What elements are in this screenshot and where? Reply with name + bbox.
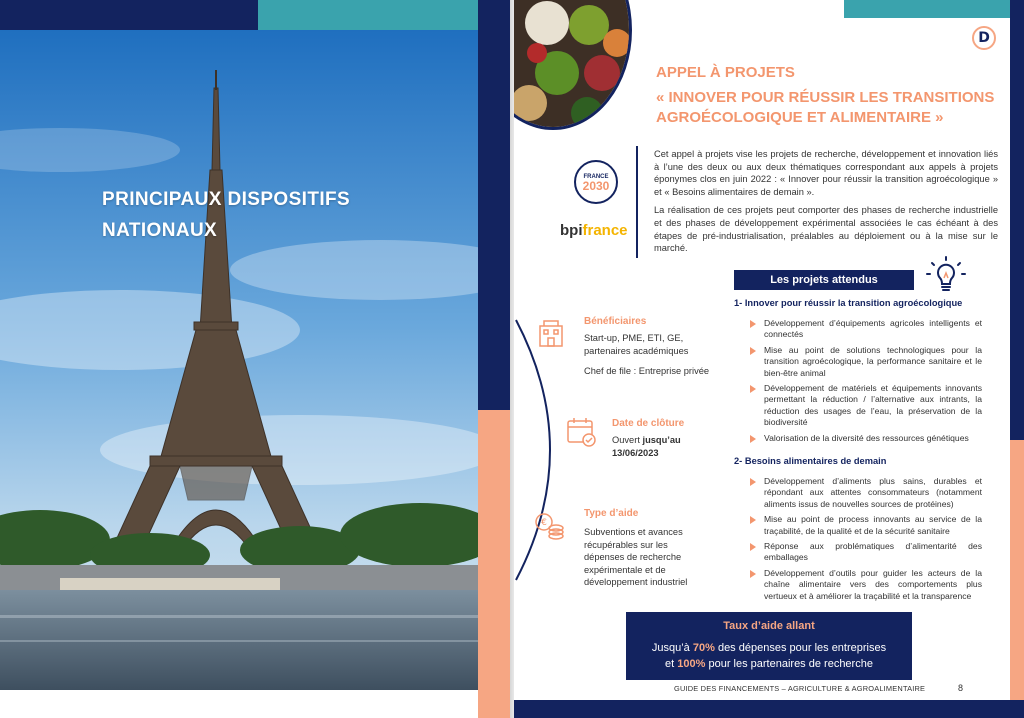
list-item: Valorisation de la diversité des ressources génétiques bbox=[750, 433, 982, 444]
date-cloture-label: Date de clôture bbox=[612, 418, 685, 429]
bpifrance-logo-part1: bpi bbox=[560, 222, 583, 239]
beneficiaires-line-1: Start-up, PME, ETI, GE, bbox=[584, 333, 684, 343]
date-cloture-until: jusqu’au bbox=[642, 435, 681, 445]
date-cloture-line-1 bbox=[612, 434, 742, 447]
section-2-list bbox=[750, 476, 982, 606]
salmon-right-band bbox=[478, 410, 512, 718]
vegetables-photo bbox=[514, 0, 632, 130]
navy-right-band bbox=[1010, 0, 1024, 440]
date-cloture-text bbox=[612, 434, 742, 459]
taux-aide-line-2 bbox=[626, 658, 912, 670]
lightbulb-icon bbox=[926, 256, 966, 296]
svg-text:€: € bbox=[541, 518, 547, 528]
beneficiaires-line-2: partenaires académiques bbox=[584, 345, 689, 356]
taux-aide-title: Taux d’aide allant bbox=[723, 620, 815, 632]
france-2030-logo bbox=[574, 160, 618, 204]
navy-right-band bbox=[478, 0, 512, 440]
aap-title-line-2: AGROÉCOLOGIQUE ET ALIMENTAIRE » bbox=[656, 109, 944, 126]
type-aide-text: Subventions et avances récupérables sur les dépenses de recherche expérimentale et de développement industriel bbox=[584, 527, 688, 588]
taux-text: et bbox=[665, 658, 678, 670]
list-item: Réponse aux problématiques d’alimentarité des emballages bbox=[750, 541, 982, 564]
left-page-title bbox=[102, 184, 422, 246]
list-item: Développement d’outils pour guider les acteurs de la chaîne alimentaire vers des comportements plus vertueux et à améliorer la traçabilité et la transparence bbox=[750, 568, 982, 602]
right-page bbox=[514, 0, 1024, 718]
taux-text: pour les partenaires de recherche bbox=[705, 658, 873, 670]
teal-top-band bbox=[844, 0, 1024, 18]
calendar-icon bbox=[564, 414, 598, 448]
list-item: Développement d’équipements agricoles intelligents et connectés bbox=[750, 318, 982, 341]
bpifrance-logo-part2: france bbox=[582, 222, 628, 239]
intro-paragraph-2: La réalisation de ces projets peut comporter des phases de recherche industrielle et des phases de développement expérimental associées le cas échéant à des étapes de pré-industrialisation, préalables au déploiement ou à la mise sur le marché. bbox=[654, 205, 998, 254]
section-1-title: 1- Innover pour réussir la transition agroécologique bbox=[734, 298, 963, 308]
bpifrance-logo bbox=[560, 222, 628, 239]
date-cloture-open: Ouvert bbox=[612, 435, 643, 445]
taux-aide-box bbox=[626, 612, 912, 680]
taux-text: des dépenses pour les entreprises bbox=[714, 642, 887, 654]
page-footer: GUIDE DES FINANCEMENTS – AGRICULTURE & AGROALIMENTAIRE bbox=[674, 684, 926, 693]
list-item: Mise au point de process innovants au service de la traçabilité, de la qualité et de la sécurité sanitaire bbox=[750, 514, 982, 537]
taux-highlight: 70% bbox=[692, 642, 715, 654]
france-2030-logo-top: FRANCE bbox=[583, 174, 609, 180]
intro-divider bbox=[636, 146, 638, 258]
title-line-2: NATIONAUX bbox=[102, 220, 218, 241]
title-line-1: PRINCIPAUX DISPOSITIFS bbox=[102, 189, 351, 210]
aap-kicker: APPEL À PROJETS bbox=[656, 64, 795, 81]
beneficiaires-text bbox=[584, 332, 714, 378]
eiffel-tower-photo bbox=[0, 30, 478, 690]
taux-aide-line-1 bbox=[626, 642, 912, 654]
projets-attendus-banner: Les projets attendus bbox=[734, 270, 914, 290]
section-1-list bbox=[750, 318, 982, 448]
date-cloture-date: 13/06/2023 bbox=[612, 447, 659, 458]
intro-text bbox=[654, 148, 998, 255]
beneficiaires-label: Bénéficiaires bbox=[584, 316, 647, 327]
teal-top-band bbox=[258, 0, 512, 34]
taux-highlight: 100% bbox=[677, 658, 706, 670]
building-icon bbox=[534, 316, 568, 350]
list-item: Développement de matériels et équipements innovants permettant la réduction / l’alternative aux intrants, la réduction des usages de l’eau, la préservation de la biodiversité bbox=[750, 383, 982, 429]
aap-title-line-1: « INNOVER POUR RÉUSSIR LES TRANSITIONS bbox=[656, 89, 995, 106]
aap-title bbox=[656, 88, 996, 128]
list-item: Développement d’aliments plus sains, durables et répondant aux attentes consommateurs (notamment aliments issus de nouvelles sources de protéines) bbox=[750, 476, 982, 510]
beneficiaires-line-3: Chef de file : Entreprise privée bbox=[584, 366, 710, 377]
intro-paragraph-1: Cet appel à projets vise les projets de recherche, développement et innovation liés à l’une des deux ou aux deux thématiques correspondant aux appels à projets éponymes clos en juin 2022 : « Innover pour réussir la transition agroécologique » et « Besoins alimentaires de demain ». bbox=[654, 149, 998, 197]
type-aide-label: Type d’aide bbox=[584, 508, 639, 519]
list-item: Mise au point de solutions technologiques pour la transition agroécologique, la performance sanitaire et le bien-être animal bbox=[750, 345, 982, 379]
guide-logo: D bbox=[972, 26, 996, 50]
france-2030-logo-year: 2030 bbox=[582, 179, 610, 193]
section-2-title: 2- Besoins alimentaires de demain bbox=[734, 456, 887, 466]
coins-icon bbox=[532, 508, 566, 542]
page-number: 8 bbox=[958, 683, 964, 693]
taux-text: Jusqu’à bbox=[651, 642, 693, 654]
salmon-right-band bbox=[1010, 440, 1024, 718]
navy-bottom-band bbox=[514, 700, 1024, 718]
